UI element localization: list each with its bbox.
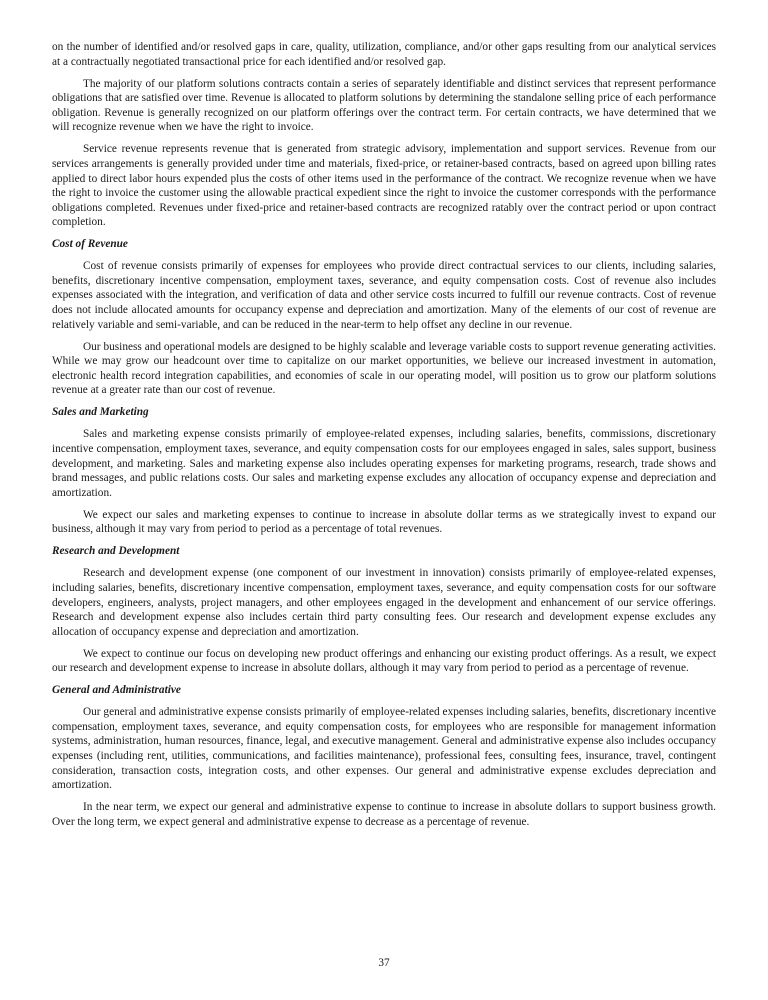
heading-research-and-development: Research and Development bbox=[52, 545, 180, 558]
heading-sales-and-marketing: Sales and Marketing bbox=[52, 406, 149, 419]
paragraph-cost-of-revenue-1: Cost of revenue consists primarily of expenses for employees who provide direct contractual services to our clients, including salaries, benefits, discretionary incentive compensation, employment taxes, severance, and equity compensation costs. Cost of revenue also includes expenses associated with the integration, and verification of data and other service costs incurred to fulfill our revenue contracts. Cost of revenue does not include allocated amounts for occupancy expense and depreciation and amortization. Many of the elements of our cost of revenue are relatively variable and semi-variable, and can be reduced in the near-term to help offset any decline in our revenue. bbox=[52, 260, 716, 331]
paragraph-research-and-development-1: Research and development expense (one component of our investment in innovation) consists primarily of employee-related expenses, including salaries, benefits, discretionary incentive compensation, employment taxes, severance, and equity compensation costs for our software developers, engineers, analysts, project managers, and other employees engaged in the development and enhancement of our service offerings. Research and development expense also includes certain third party consulting fees. Our research and development expense excludes any allocation of occupancy expense and depreciation and amortization. bbox=[52, 567, 716, 638]
heading-cost-of-revenue: Cost of Revenue bbox=[52, 238, 128, 251]
paragraph-continuation: on the number of identified and/or resolved gaps in care, quality, utilization, compliance, and/or other gaps resulting from our analytical services at a contractually negotiated transactional price for each identified and/or resolved gap. bbox=[52, 41, 716, 68]
paragraph-research-and-development-2: We expect to continue our focus on developing new product offerings and enhancing our existing product offerings. As a result, we expect our research and development expense to increase in absolute dollars, although it may vary from period to period as a percentage of revenue. bbox=[52, 647, 716, 675]
paragraph-general-and-administrative-2: In the near term, we expect our general and administrative expense to continue to increase in absolute dollars to support business growth. Over the long term, we expect general and administrative expense to decrease as a percentage of revenue. bbox=[52, 801, 716, 828]
paragraph-sales-and-marketing-1: Sales and marketing expense consists primarily of employee-related expenses, including salaries, benefits, commissions, discretionary incentive compensation, employment taxes, severance, and equity compensation costs for our employees engaged in sales, sales support, business development, and marketing. Sales and marketing expense also includes operating expenses for marketing programs, research, trade shows and brand messages, and public relations costs. Our sales and marketing expense excludes any allocation of occupancy expense and depreciation and amortization. bbox=[52, 428, 716, 499]
paragraph-general-and-administrative-1: Our general and administrative expense consists primarily of employee-related expenses including salaries, benefits, discretionary incentive compensation, employment taxes, severance, and equity compensation costs, for employees who are responsible for management information systems, administration, human resources, finance, legal, and executive management. General and administrative expense also includes occupancy expenses (including rent, utilities, communications, and facilities maintenance), professional fees, consulting fees, insurance, travel, contingent consideration, transaction costs, integration costs, and other expenses. Our general and administrative expense excludes depreciation and amortization. bbox=[52, 706, 716, 792]
page-number: 37 bbox=[378, 957, 390, 969]
heading-general-and-administrative: General and Administrative bbox=[52, 684, 181, 697]
paragraph-service-revenue: Service revenue represents revenue that is generated from strategic advisory, implementation and support services. Revenue from our services arrangements is generally provided under time and materials, fixed-price, or retainer-based contracts, based on agreed upon billing rates applied to direct labor hours expended plus the costs of other items used in the performance of the contract. We recognize revenue when we have the right to invoice the customer using the allowable practical expedient since the right to invoice the customer corresponds with the performance obligations completed. Revenues under fixed-price and retainer-based contracts are recognized ratably over the contract period or upon contract completion. bbox=[52, 143, 716, 229]
paragraph-sales-and-marketing-2: We expect our sales and marketing expenses to continue to increase in absolute dollar terms as we strategically invest to expand our business, although it may vary from period to period as a percentage of total revenues. bbox=[52, 508, 716, 536]
paragraph-cost-of-revenue-2: Our business and operational models are designed to be highly scalable and leverage variable costs to support revenue generating activities. While we may grow our headcount over time to capitalize on our market opportunities, we believe our increased investment in automation, electronic health record integration capabilities, and economies of scale in our operating model, will position us to grow our platform solutions revenue at a greater rate than our cost of revenue. bbox=[52, 340, 716, 397]
paragraph-platform-contracts: The majority of our platform solutions contracts contain a series of separately identifiable and distinct services that represent performance obligations that are satisfied over time. Revenue is allocated to platform solutions by determining the standalone selling price of each performance obligation. Revenue is generally recognized on our platform offerings over the contract term. For certain contracts, we have determined that we will recognize revenue when we have the right to invoice. bbox=[52, 77, 716, 134]
document-page bbox=[52, 40, 716, 837]
